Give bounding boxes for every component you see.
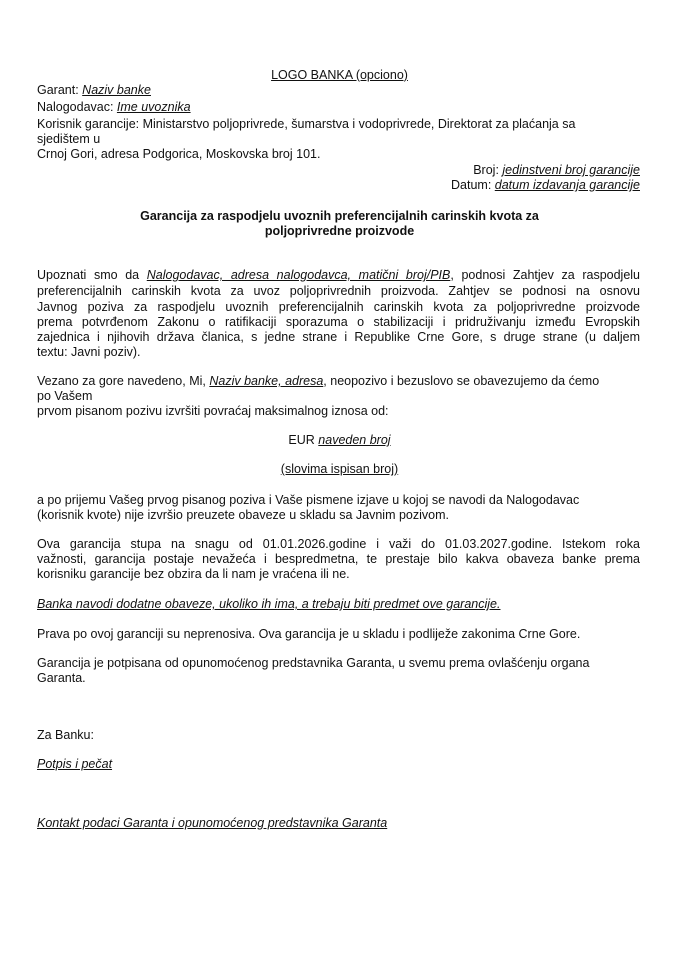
para7-line-1: Garancija je potpisana od opunomoćenog predstavnika Garanta, u svemu prema ovlašćenju organa <box>37 656 590 670</box>
para1-line-6: textu: Javni poziv). <box>37 345 141 359</box>
para6-line: Prava po ovoj garanciji su neprenosiva. Ova garancija je u skladu i podliježe zakonima Crne Gore. <box>37 627 581 641</box>
korisnik-line-2: sjedištem u <box>37 132 101 146</box>
currency-label: EUR <box>288 433 319 447</box>
para2-text: , neopozivo i bezuslovo se obavezujemo da ćemo <box>323 374 600 388</box>
amount-line <box>0 433 679 448</box>
garant-value: Naziv banke <box>82 83 151 97</box>
datum-value: datum izdavanja garancije <box>494 178 640 192</box>
broj-line <box>473 163 640 178</box>
para2-line-3: prvom pisanom pozivu izvršiti povraćaj maksimalnog iznosa od: <box>37 404 389 418</box>
garant-line <box>37 83 151 98</box>
amount-words-placeholder: (slovima ispisan broj) <box>280 462 399 476</box>
za-banku-label: Za Banku: <box>37 728 94 742</box>
garant-label: Garant: <box>37 83 83 97</box>
datum-label: Datum: <box>451 178 495 192</box>
para3-line-2: (korisnik kvote) nije izvršio preuzete obaveze u skladu sa Javnim pozivom. <box>37 508 449 522</box>
broj-value: jedinstveni broj garancije <box>502 163 640 177</box>
document-title-line-1: Garancija za raspodjelu uvoznih preferencijalnih carinskih kvota za <box>140 209 539 223</box>
para4-line-1: Ova garancija stupa na snagu od 01.01.2026.godine i važi do 01.03.2027.godine. Istekom roka <box>37 537 640 551</box>
datum-line <box>451 178 640 193</box>
para1-line-3: Javnog poziva za raspodjelu uvoznih preferencijalnih carinskih kvota za poljoprivredne proizvode <box>37 300 640 314</box>
para2-line-2: po Vašem <box>37 389 93 403</box>
para1-text: , podnosi Zahtjev za raspodjelu <box>450 268 641 282</box>
para2-text: Vezano za gore navedeno, Mi, <box>37 374 210 388</box>
para1-line-2: preferencijalnih carinskih kvota za uvoz poljoprivrednih proizvoda. Zahtjev se podnosi na osnovu <box>37 284 640 298</box>
para1-text: Upoznati smo da <box>37 268 147 282</box>
amount-number-placeholder: naveden broj <box>318 433 391 447</box>
korisnik-line-3: Crnoj Gori, adresa Podgorica, Moskovska broj 101. <box>37 147 321 161</box>
para1-line-5: zajednica i njihovih država članica, s jedne strane i Republike Crne Gore, s druge strane (u daljem <box>37 330 640 344</box>
logo-placeholder: LOGO BANKA (opciono) <box>271 68 408 82</box>
korisnik-line-1: Korisnik garancije: Ministarstvo poljoprivrede, šumarstva i vodoprivrede, Direktorat za plaćanja sa <box>37 117 576 131</box>
contact-info-placeholder: Kontakt podaci Garanta i opunomoćenog predstavnika Garanta <box>37 816 388 830</box>
document-title-line-2: poljoprivredne proizvode <box>264 224 415 238</box>
para1-line-4: prema potvrđenom Zakonu o ratifikaciji sporazuma o stabilizaciji i pridruživanju između Evropskih <box>37 315 640 329</box>
nalogodavac-value: Ime uvoznika <box>116 100 191 114</box>
nalogodavac-placeholder: Nalogodavac, adresa nalogodavca, matični broj/PIB <box>146 268 451 282</box>
broj-label: Broj: <box>473 163 503 177</box>
signature-stamp-placeholder: Potpis i pečat <box>37 757 113 771</box>
nalogodavac-label: Nalogodavac: <box>37 100 117 114</box>
para3-line-1: a po prijemu Vašeg prvog pisanog poziva i Vaše pismene izjave u kojoj se navodi da Nalogodavac <box>37 493 580 507</box>
para4-line-2: važnosti, garancija postaje nevažeća i bespredmetna, te prestaje bilo kakva obaveza banke prema <box>37 552 640 566</box>
para2-line-1 <box>37 374 599 389</box>
banka-placeholder: Naziv banke, adresa <box>209 374 324 388</box>
para1-line-1 <box>37 268 640 283</box>
para7-line-2: Garanta. <box>37 671 86 685</box>
para4-line-3: korisniku garancije bez obzira da li nam je vraćena ili ne. <box>37 567 350 581</box>
additional-obligations-placeholder: Banka navodi dodatne obaveze, ukoliko ih ima, a trebaju biti predmet ove garancije. <box>37 597 501 611</box>
nalogodavac-line <box>37 100 191 115</box>
